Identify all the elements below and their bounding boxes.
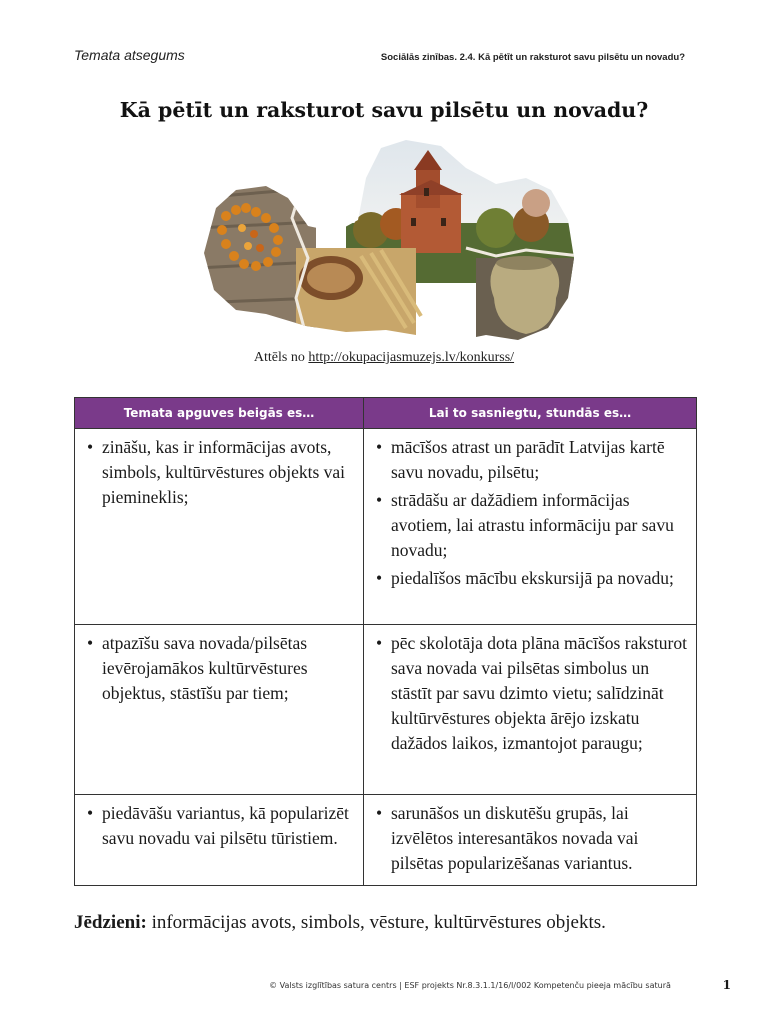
table-row bbox=[75, 795, 697, 886]
list-item: • sarunāšos un diskutēšu grupās, lai izvēlētos interesantākos novada vai pilsētas popularizēšanas variantus. bbox=[376, 801, 688, 876]
header-topic-label: Temata atsegums bbox=[74, 47, 185, 63]
activity-cell bbox=[364, 625, 697, 795]
list-item: • piedalīšos mācību ekskursijā pa novadu; bbox=[376, 566, 688, 591]
page-title: Kā pētīt un raksturot savu pilsētu un novadu? bbox=[119, 98, 649, 122]
table-header-activities: Lai to sasniegtu, stundās es… bbox=[364, 398, 697, 429]
table-row bbox=[75, 429, 697, 625]
page-number: 1 bbox=[722, 978, 731, 992]
table-row bbox=[75, 625, 697, 795]
key-concepts bbox=[74, 912, 606, 934]
image-caption bbox=[0, 350, 768, 366]
list-item: • atpazīšu sava novada/pilsētas ievērojamākos kultūrvēstures objektus, stāstīšu par tiem; bbox=[87, 631, 355, 706]
key-concepts-text: informācijas avots, simbols, vēsture, kultūrvēstures objekts. bbox=[146, 912, 606, 933]
outcome-cell bbox=[75, 795, 364, 886]
activity-cell bbox=[364, 795, 697, 886]
list-item: • pēc skolotāja dota plāna mācīšos raksturot sava novada vai pilsētas simbolus un stāstīt par savu dzimto vietu; salīdzināt kultūrvēstures objekta ārējo izskatu dažādos laikos, izmantojot paraugu; bbox=[376, 631, 688, 756]
list-item: • zināšu, kas ir informācijas avots, simbols, kultūrvēstures objekts vai piemineklis; bbox=[87, 435, 355, 510]
learning-outcomes-table bbox=[74, 397, 697, 886]
header-course-title: Sociālās zinības. 2.4. Kā pētīt un raksturot savu pilsētu un novadu? bbox=[380, 52, 685, 63]
caption-source-link[interactable]: http://okupacijasmuzejs.lv/konkurss/ bbox=[308, 350, 515, 365]
list-item: • strādāšu ar dažādiem informācijas avotiem, lai atrastu informāciju par savu novadu; bbox=[376, 488, 688, 563]
outcome-cell bbox=[75, 429, 364, 625]
page-footer: © Valsts izglītības satura centrs | ESF projekts Nr.8.3.1.1/16/I/002 Kompetenču pieeja mācību saturā bbox=[269, 981, 671, 990]
outcome-cell bbox=[75, 625, 364, 795]
latvia-map-collage-image bbox=[196, 138, 580, 350]
list-item: • mācīšos atrast un parādīt Latvijas kartē savu novadu, pilsētu; bbox=[376, 435, 688, 485]
list-item: • piedāvāšu variantus, kā popularizēt savu novadu vai pilsētu tūristiem. bbox=[87, 801, 355, 851]
key-concepts-label: Jēdzieni: bbox=[74, 912, 147, 933]
table-header-row bbox=[75, 398, 697, 429]
table-header-outcomes: Temata apguves beigās es… bbox=[75, 398, 364, 429]
activity-cell bbox=[364, 429, 697, 625]
caption-prefix: Attēls no bbox=[253, 350, 309, 365]
